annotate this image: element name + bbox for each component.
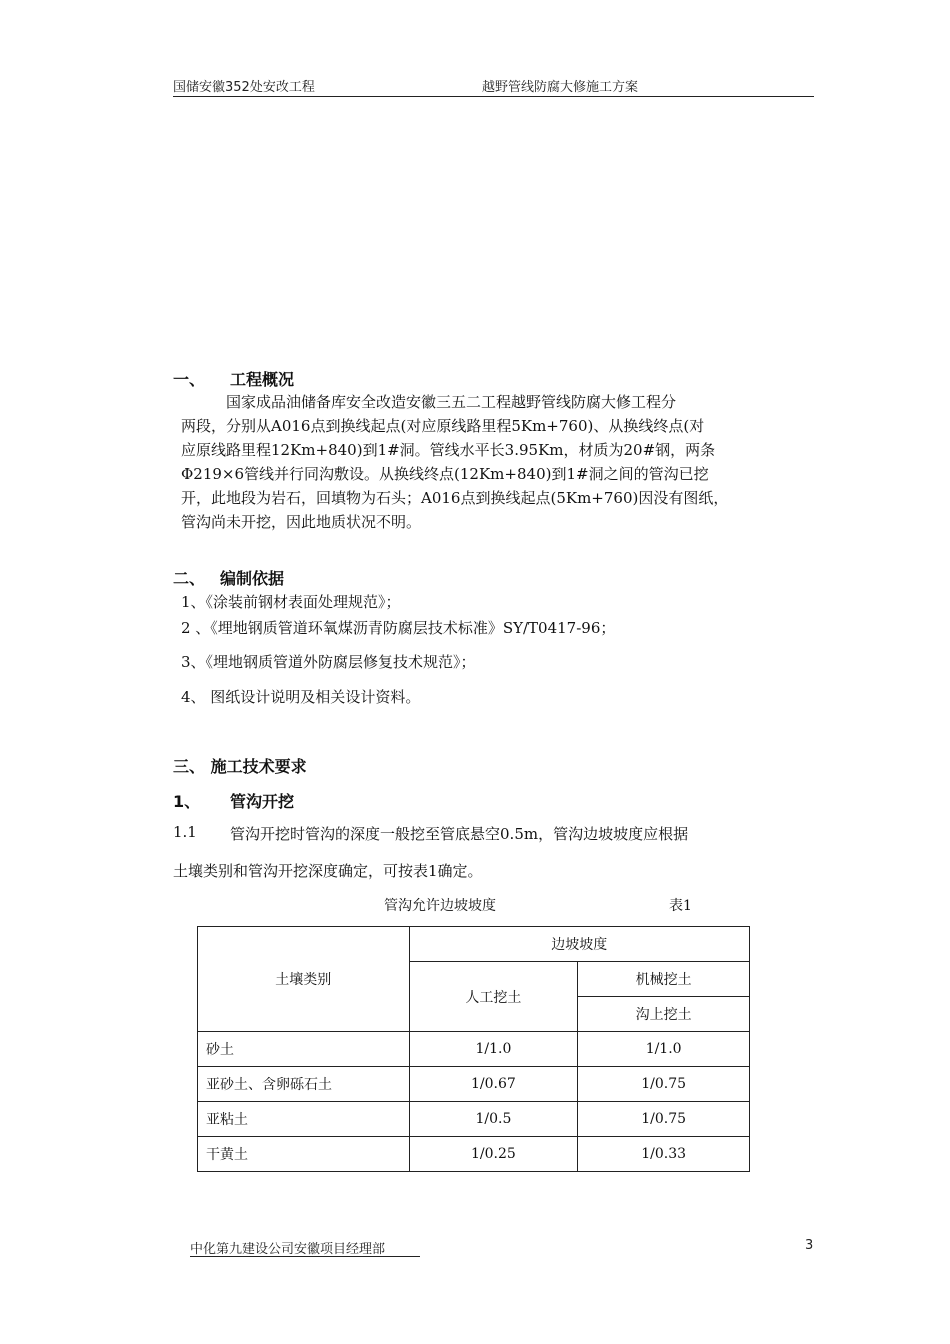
- header-project: 国储安徽352处安改工程: [173, 80, 315, 95]
- soil-cell: 砂土: [198, 1032, 410, 1067]
- soil-cell: 亚砂土、含卵砾石土: [198, 1067, 410, 1102]
- section1-title: 工程概况: [230, 370, 295, 389]
- paragraph-text: 土壤类别和管沟开挖深度确定，可按表1确定。: [173, 862, 483, 880]
- section1-line: 应原线路里程12Km+840)到1#洞。管线水平长3.95Km，材质为20#钢，两条: [181, 441, 716, 459]
- table-header-row: [198, 927, 750, 962]
- subsection-title: 管沟开挖: [230, 792, 295, 811]
- machine-slope-cell: 1/0.75: [578, 1067, 750, 1102]
- section1-line: 管沟尚未开挖，因此地质状况不明。: [181, 513, 422, 531]
- section1-line: 两段，分别从A016点到换线起点(对应原线路里程5Km+760)、从换线终点(对: [181, 417, 705, 435]
- manual-slope-cell: 1/0.67: [409, 1067, 578, 1102]
- header-soil-type: 土壤类别: [198, 927, 410, 1032]
- page-number: 3: [805, 1238, 814, 1253]
- reference-item: 4、 图纸设计说明及相关设计资料。: [181, 688, 421, 706]
- slope-table: [197, 926, 750, 1172]
- section2-number: 二、: [173, 569, 206, 588]
- section1-line: 国家成品油储备库安全改造安徽三五二工程越野管线防腐大修工程分: [226, 393, 677, 411]
- paragraph-number: 1.1: [173, 823, 197, 841]
- header-manual-digging: 人工挖土: [409, 962, 578, 1032]
- table-row: [198, 1102, 750, 1137]
- machine-slope-cell: 1/1.0: [578, 1032, 750, 1067]
- table-row: [198, 1067, 750, 1102]
- soil-cell: 亚粘土: [198, 1102, 410, 1137]
- section2-title: 编制依据: [220, 569, 285, 588]
- reference-item: 3、《埋地钢质管道外防腐层修复技术规范》；: [181, 653, 476, 671]
- table-row: [198, 1032, 750, 1067]
- machine-slope-cell: 1/0.33: [578, 1137, 750, 1172]
- section1-line: 开，此地段为岩石，回填物为石头；A016点到换线起点(5Km+760)因没有图纸，: [181, 489, 729, 507]
- table-row: [198, 1137, 750, 1172]
- subsection-number: 1、: [173, 792, 201, 811]
- section1-line: Φ219×6管线并行同沟敷设。从换线终点(12Km+840)到1#洞之间的管沟已挖: [181, 465, 709, 483]
- machine-slope-cell: 1/0.75: [578, 1102, 750, 1137]
- header-doc-title: 越野管线防腐大修施工方案: [482, 80, 639, 95]
- reference-item: 1、《涂装前钢材表面处理规范》；: [181, 593, 401, 611]
- header-machine-digging: 机械挖土: [578, 962, 750, 997]
- header-slope: 边坡坡度: [409, 927, 749, 962]
- section1-number: 一、: [173, 370, 206, 389]
- manual-slope-cell: 1/0.25: [409, 1137, 578, 1172]
- table-caption: 管沟允许边坡坡度: [384, 898, 496, 914]
- table-label: 表1: [669, 898, 692, 914]
- manual-slope-cell: 1/0.5: [409, 1102, 578, 1137]
- paragraph-text: 管沟开挖时管沟的深度一般挖至管底悬空0.5m，管沟边坡坡度应根据: [230, 825, 689, 843]
- manual-slope-cell: 1/1.0: [409, 1032, 578, 1067]
- header-digging-above-trench: 沟上挖土: [578, 997, 750, 1032]
- section3-title: 三、 施工技术要求: [173, 757, 307, 776]
- footer-underline: [190, 1256, 420, 1257]
- footer-company: 中化第九建设公司安徽项目经理部: [190, 1242, 386, 1257]
- header-divider: [173, 96, 814, 97]
- reference-item: 2 、《埋地钢质管道环氧煤沥青防腐层技术标准》SY/T0417-96；: [181, 619, 616, 637]
- soil-cell: 干黄土: [198, 1137, 410, 1172]
